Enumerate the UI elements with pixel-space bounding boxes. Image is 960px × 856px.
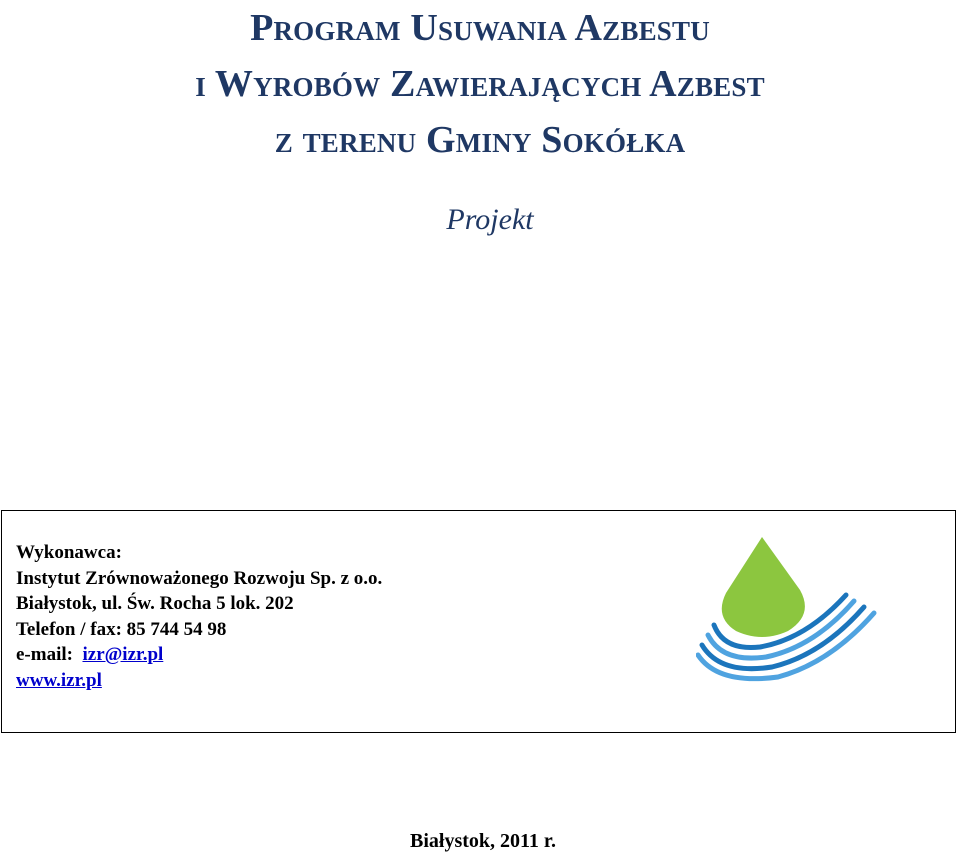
website-link[interactable]: www.izr.pl [16, 669, 102, 691]
title-line-1: Program Usuwania Azbestu [250, 7, 710, 49]
document-title [0, 0, 960, 168]
contractor-details [16, 540, 382, 693]
website-row [16, 668, 382, 694]
contractor-name: Instytut Zrównoważonego Rozwoju Sp. z o.o. [16, 567, 383, 589]
title-line-3: z terenu Gminy Sokółka [274, 119, 686, 161]
contractor-heading: Wykonawca: [16, 542, 122, 563]
contractor-box [1, 510, 956, 733]
footer-place-date: Białystok, 2011 r. [410, 830, 556, 852]
email-link[interactable]: izr@izr.pl [82, 644, 164, 665]
logo-drop-shape [722, 537, 805, 637]
document-subtitle: Projekt [446, 203, 534, 236]
contractor-address: Białystok, ul. Św. Rocha 5 lok. 202 [16, 593, 294, 614]
contractor-phone: Telefon / fax: 85 744 54 98 [16, 618, 227, 640]
izr-logo-icon [696, 535, 886, 685]
email-label: e-mail: [16, 644, 73, 665]
contractor-email-row [16, 642, 382, 668]
title-line-2: i Wyrobów Zawierających Azbest [195, 63, 765, 105]
